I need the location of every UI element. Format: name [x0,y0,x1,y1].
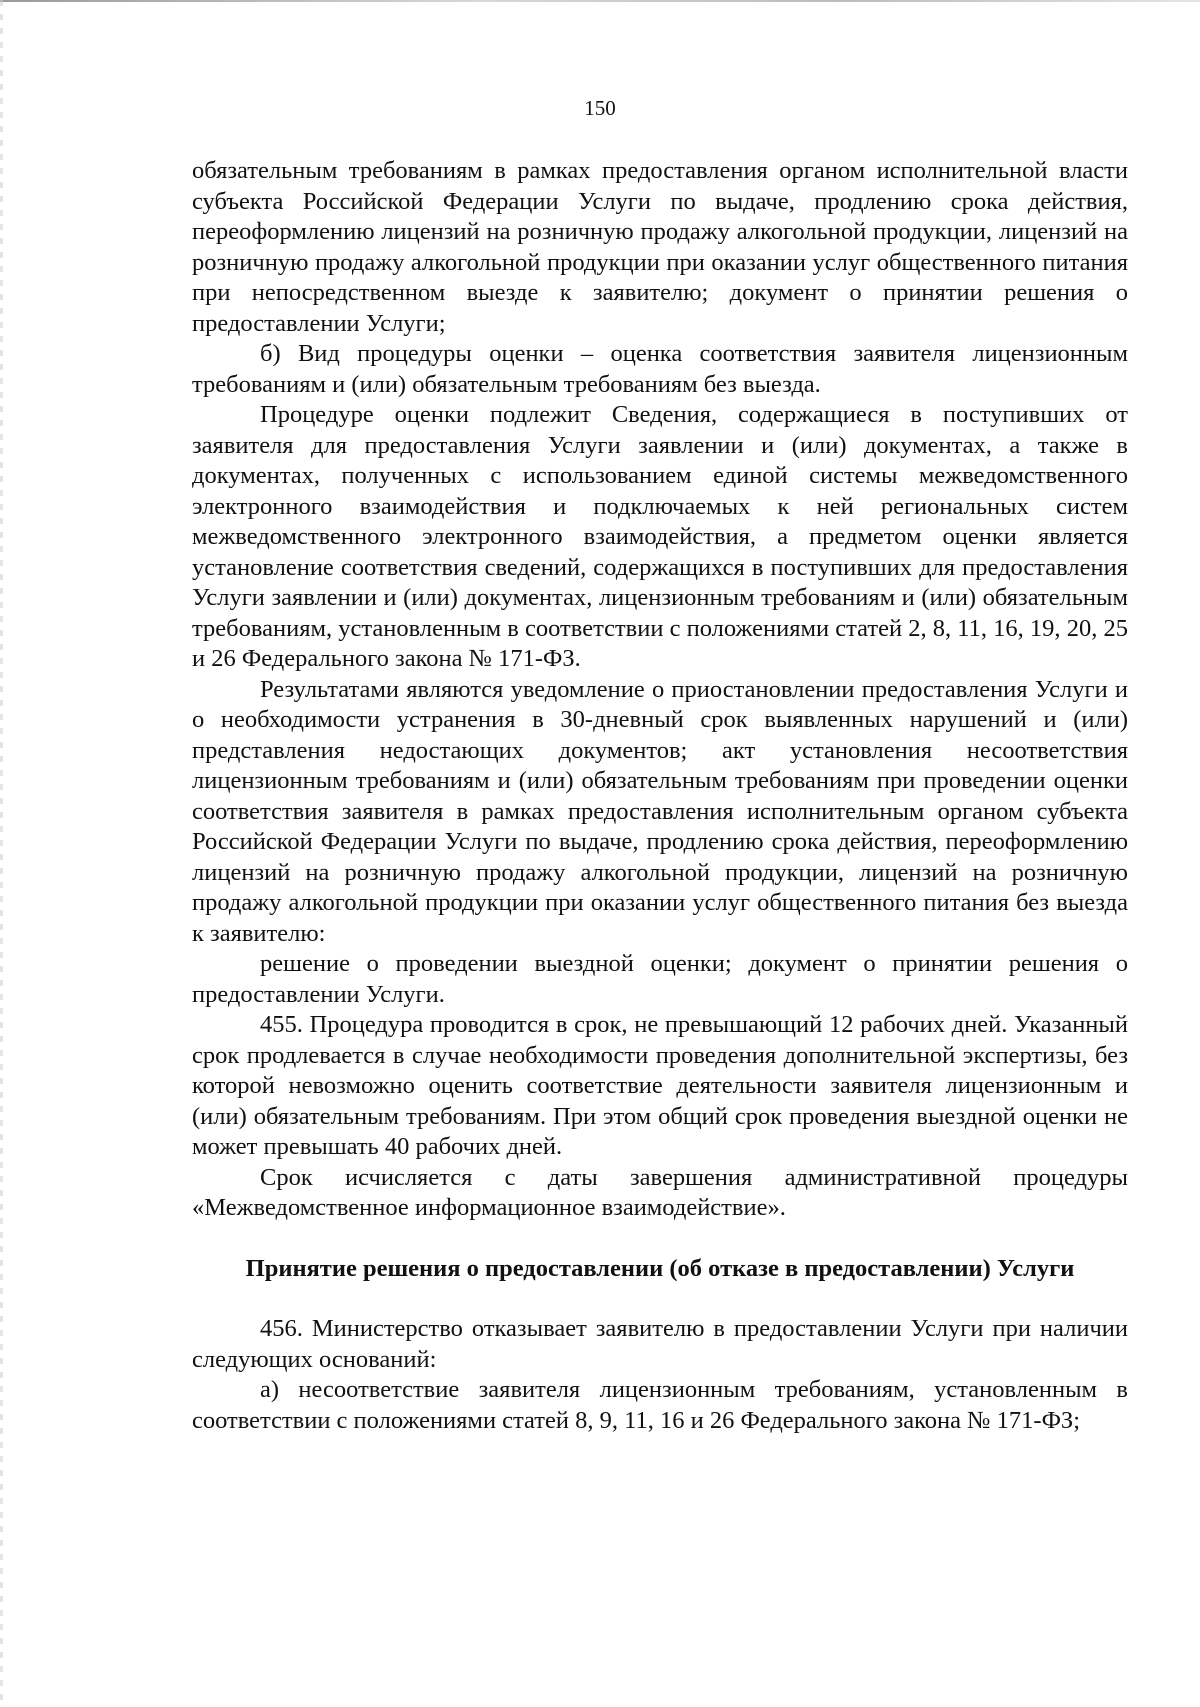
paragraph-456: 456. Министерство отказывает заявителю в предоставлении Услуги при наличии следующих оснований: [192,1315,1128,1373]
paragraph-term-calculation: Срок исчисляется с даты завершения административной процедуры «Межведомственное информационное взаимодействие». [192,1163,1128,1221]
scan-edge-left [0,0,3,1707]
paragraph-decision: решение о проведении выездной оценки; документ о принятии решения о предоставлении Услуги. [192,950,1128,1008]
section-heading: Принятие решения о предоставлении (об отказе в предоставлении) Услуги [245,1254,1075,1282]
paragraph-456-a: а) несоответствие заявителя лицензионным требованиям, установленным в соответствии с положениями статей 8, 9, 11, 16 и 26 Федерального закона № 171-ФЗ; [192,1376,1128,1434]
document-body [192,156,1128,1436]
page-number: 150 [584,96,616,120]
paragraph-b-procedure-type: б) Вид процедуры оценки – оценка соответствия заявителя лицензионным требованиям и (или) обязательным требованиям без выезда. [192,340,1128,398]
scan-edge-top [0,0,1200,2]
paragraph-455: 455. Процедура проводится в срок, не превышающий 12 рабочих дней. Указанный срок продлевается в случае необходимости проведения дополнительной экспертизы, без которой невозможно оценить соответствие деятельности заявителя лицензионным и (или) обязательным требованиям. При этом общий срок проведения выездной оценки не может превышать 40 рабочих дней. [192,1011,1128,1160]
paragraph-assessment-subject: Процедуре оценки подлежит Сведения, содержащиеся в поступивших от заявителя для предоставления Услуги заявлении и (или) документах, а также в документах, полученных с использованием единой системы межведомственного электронного взаимодействия и подключаемых к ней региональных систем межведомственного электронного взаимодействия, а предметом оценки является установление соответствия сведений, содержащихся в поступивших для предоставления Услуги заявлении и (или) документах, лицензионным требованиям и (или) обязательным требованиям, установленным в соответствии с положениями статей 2, 8, 11, 16, 19, 20, 25 и 26 Федерального закона № 171-ФЗ. [192,401,1128,672]
paragraph-results: Результатами являются уведомление о приостановлении предоставления Услуги и о необходимости устранения в 30-дневный срок выявленных нарушений и (или) представления недостающих документов; акт установления несоответствия лицензионным требованиям и (или) обязательным требованиям при проведении оценки соответствия заявителя в рамках предоставления исполнительным органом субъекта Российской Федерации Услуги по выдаче, продлению срока действия, переоформлению лицензий на розничную продажу алкогольной продукции, лицензий на розничную продажу алкогольной продукции при оказании услуг общественного питания без выезда к заявителю: [192,675,1128,947]
paragraph-continuation: обязательным требованиям в рамках предоставления органом исполнительной власти субъекта Российской Федерации Услуги по выдаче, продлению срока действия, переоформлению лицензий на розничную продажу алкогольной продукции, лицензий на розничную продажу алкогольной продукции при оказании услуг общественного питания при непосредственном выезде к заявителю; документ о принятии решения о предоставлении Услуги; [192,157,1128,337]
